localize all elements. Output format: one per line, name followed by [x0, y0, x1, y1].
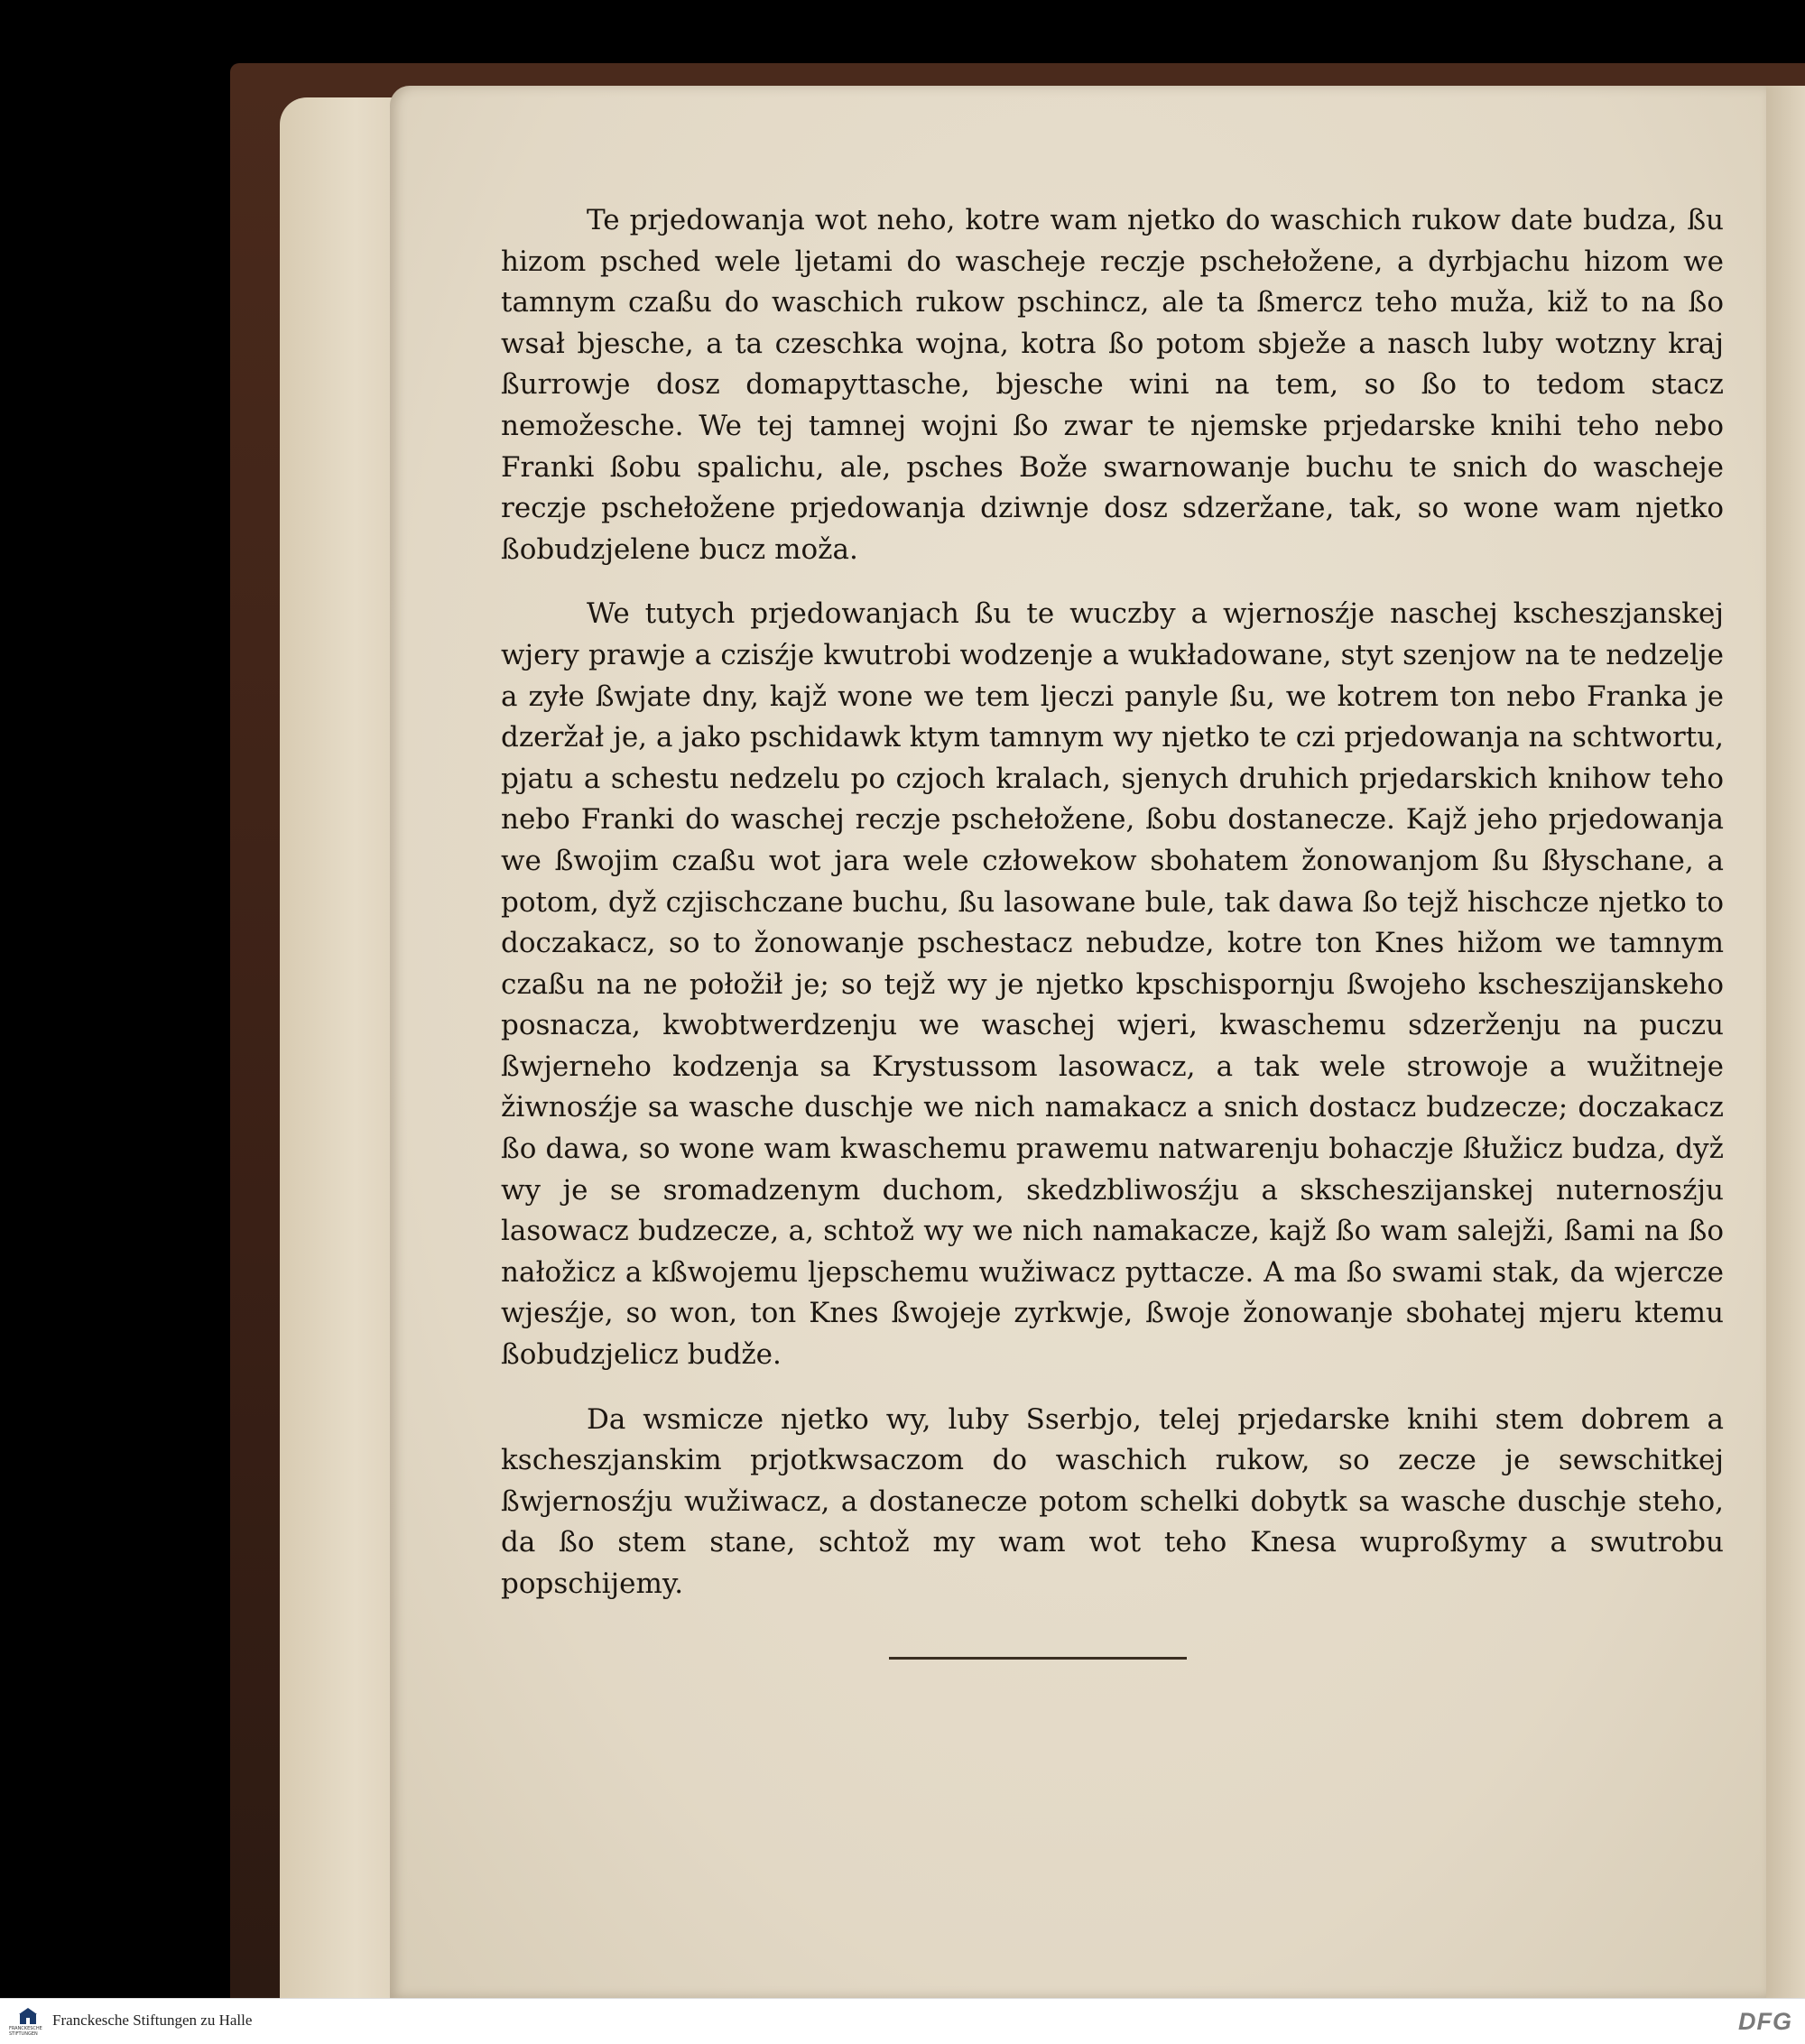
page-edge: [1764, 86, 1805, 1998]
institution-name: Franckesche Stiftungen zu Halle: [52, 2012, 253, 2029]
logo-caption: FRANCKESCHE STIFTUNGEN: [9, 2026, 42, 2037]
dfg-logo: DFG: [1738, 2008, 1792, 2035]
paragraph-2: We tutych prjedowanjach ßu te wuczby a wjernosźje naschej kscheszjanskej wjery prawje a czisźje kwutrobi wodzenje a wukładowane, styt szenjow na te nedzelje a zyłe ßwjate dny, kajž wone we tem ljeczi panyle ßu, we kotrem ton nebo Franka je dzeržał je, a jako pschidawk ktym tamnym wy njetko te czi prjedowanja na schtwortu, pjatu a schestu nedzelu po czjoch kralach, sjenych druhich prjedarskich knihow teho nebo Franki do waschej reczje pschełožene, ßobu dostanecze. Kajž jeho prjedowanja we ßwojim czaßu wot jara wele człowekow sbohatem žonowanjom ßu ßłyschane, a potom, dyž czjischczane buchu, ßu lasowane bule, tak dawa ßo tejž hischcze njetko to doczakacz, so to žonowanje pschestacz nebudze, kotre ton Knes hižom we tamnym czaßu na ne połožił je; so tejž wy je njetko kpschispornju ßwojeho kscheszijanskeho posnacza, kwobtwerdzenju we waschej wjeri, kwaschemu sdzerženju na puczu ßwjerneho kodzenja sa Krystussom lasowacz, a tak wele strowoje a wužitneje žiwnosźje sa wasche duschje we nich namakacz a snich dostacz budzecze; doczakacz ßo dawa, so wone wam kwaschemu prawemu natwarenju bohaczje ßłužicz budza, dyž wy je se sromadzenym duchom, skedzbliwosźju a skscheszijanskej nuternosźju lasowacz budzecze, a, schtož wy we nich namakacze, kajž ßo wam salejži, ßami na ßo nałožicz a kßwojemu ljepschemu wužiwacz pyttacze. A ma ßo swami stak, da wjercze wjesźje, so won, ton Knes ßwojeje zyrkwje, ßwoje žonowanje sbohatej mjeru ktemu ßobudzjelicz budže.: [501, 597, 1724, 1372]
page-fold-strip: [280, 97, 406, 1998]
viewer-footer: [0, 1998, 1805, 2044]
paragraph-1: Te prjedowanja wot neho, kotre wam njetko do waschich rukow date budza, ßu hizom psched wele ljetami do wascheje reczje pschełožene, a dyrbjachu hizom we tamnym czaßu do waschich rukow pschincz, ale ta ßmercz teho muža, kiž to na ßo wsał bjesche, a ta czeschka wojna, kotra ßo potom sbježe a nasch luby wotzny kraj ßurrowje dosz domapyttasche, bjesche wini na tem, so ßo to tedom stacz nemožesche. We tej tamnej wojni ßo zwar te njemske prjedarske knihi teho nebo Franki ßobu spalichu, ale, psches Bože swarnowanje buchu te snich do wascheje reczje pschełožene prjedowanja dziwnje dosz sdzeržane, tak, so wone wam njetko ßobudzjelene bucz moža.: [501, 204, 1724, 566]
paragraph-3: Da wsmicze njetko wy, luby Sserbjo, telej prjedarske knihi stem dobrem a kscheszjanskim prjotkwsaczom do waschich rukow, so zecze je sewschitkej ßwjernosźju wužiwacz, a dostanecze potom schelki dobytk sa wasche duschje steho, da ßo stem stane, schtož my wam wot teho Knesa wuproßymy a swutrobu popschijemy.: [501, 1402, 1724, 1600]
building-icon: [18, 2006, 38, 2026]
institution-logo-icon: [9, 2004, 47, 2039]
page-text: [501, 200, 1724, 1605]
closing-rule: [889, 1657, 1187, 1660]
